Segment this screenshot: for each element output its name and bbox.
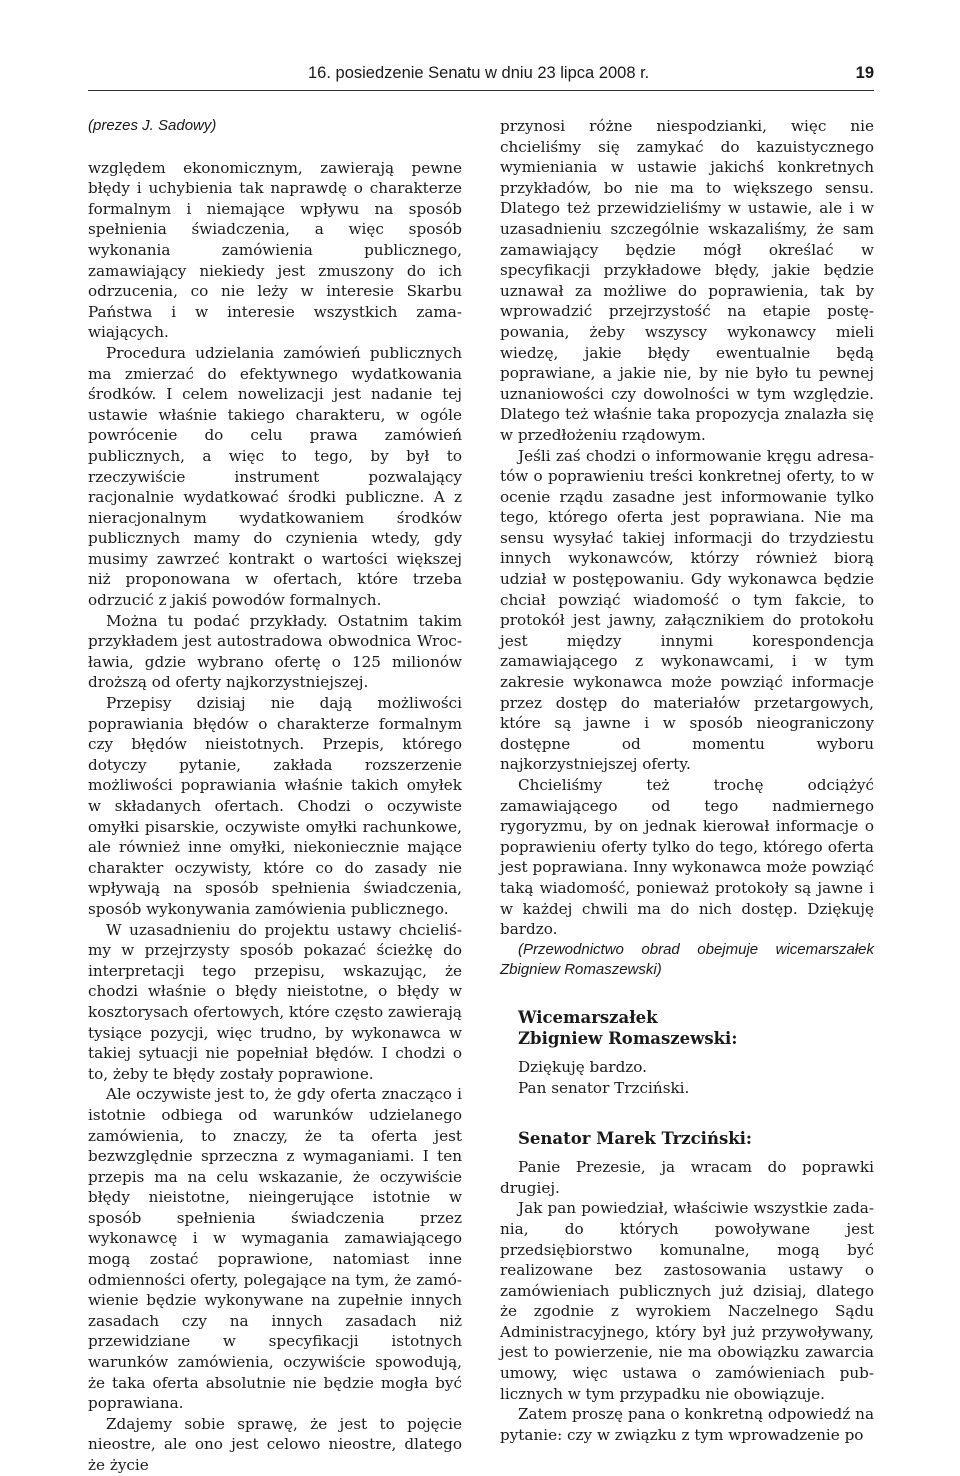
paragraph: względem ekonomicznym, zawierają pewne błędy i uchybienia tak naprawdę o charakterze formalnym i niemające wpływu na sposób spełnienia świadczenia, a więc sposób wykonania zamówienia publicznego, zamawiający niekiedy jest zmuszony do ich odrzucenia, co nie leży w interesie Skarbu Państwa i w interesie wszystkich zamawiających. <box>88 158 462 342</box>
left-column <box>88 116 462 1476</box>
page-number: 19 <box>855 64 874 82</box>
speaker-note: (prezes J. Sadowy) <box>88 117 217 134</box>
paragraph: Zatem proszę pana o konkretną odpowiedź na pytanie: czy w związku z tym wprowadzenie po <box>500 1405 874 1444</box>
stage-direction: (Przewodnictwo obrad obejmuje wicemarszałek Zbigniew Romaszewski) <box>500 940 874 979</box>
speech-line: Pan senator Trzciński. <box>518 1078 690 1097</box>
paragraph: przynosi różne niespodzianki, więc nie chcieliśmy się zamykać do kazuistycznego wymieniania w ustawie jakichś konkretnych przykładów, bo nie ma to większego sensu. Dlatego też przewidzieliśmy w ustawie, ale i w uzasadnieniu szczególnie wskazaliśmy, że sam zamawiający będzie mógł określać w specyfikacji przykładowe błędy, jakie będzie uznawał za możliwe do poprawienia, tak by wprowadzić przejrzystość na etapie postępowania, żeby wszyscy wykonawcy mieli wiedzę, jakie błędy ewentualnie będą poprawiane, a jakie nie, by nie było tu pewnej uznaniowości czy dowolności w tym względzie. Dlatego też właśnie taka propozycja znalazła się w przedłożeniu rządowym. <box>500 117 874 444</box>
speaker-heading-trzcinski <box>518 1128 874 1149</box>
speech-line: Dziękuję bardzo. <box>518 1057 647 1076</box>
paragraph: Można tu podać przykłady. Ostatnim takim przykładem jest autostradowa obwodnica Wrocławia, gdzie wybrano ofertę o 125 milionów droższą od oferty najkorzystniejszej. <box>88 611 462 692</box>
paragraph: Ale oczywiste jest to, że gdy oferta znacząco i istotnie odbiega od warunków udzielanego zamówienia, to znaczy, że ta oferta jest bezwzględnie sprzeczna z wymaganiami. I ten przepis ma na celu wskazanie, że oczywiście błędy nieistotne, nieingerujące istotnie w sposób spełnienia świadczenia przez wykonawcę i w wymagania zamawiającego mogą zostać poprawione, natomiast inne odmienności oferty, polegające na tym, że zamówienie będzie wykonywane na zupełnie innych zasadach czy na innych zasadach niż przewidziane w specyfikacji istotnych warunków zamówienia, oczywiście spowodują, że taka oferta absolutnie nie będzie mogła być poprawiana. <box>88 1085 462 1413</box>
paragraph: Chcieliśmy też trochę odciążyć zamawiającego od tego nadmiernego rygoryzmu, by on jednak kierował informacje o poprawieniu oferty tylko do tego, którego oferta jest poprawiana. Inny wykonawca może powziąć taką wiadomość, ponieważ protokoły są jawne i w każdej chwili ma do nich dostęp. Dziękuję bardzo. <box>500 776 874 939</box>
paragraph: W uzasadnieniu do projektu ustawy chcieliśmy w przejrzysty sposób pokazać ścieżkę do interpretacji tego przepisu, wskazując, że chodzi właśnie o błędy nieistotne, o błędy w kosztorysach ofertowych, które często zawierają tysiące pozycji, więc trudno, by wykonawca w takiej sytuacji nie popełniał błędów. I chodzi o to, żeby te błędy zostały poprawione. <box>88 920 462 1083</box>
paragraph: Jeśli zaś chodzi o informowanie kręgu adresatów o poprawieniu treści konkretnej oferty, to w ocenie rządu zasadne jest informowanie tylko tego, którego oferta jest poprawiana. Nie ma sensu wysyłać takiej informacji do trzydziestu innych wykonawców, którzy również biorą udział w postępowaniu. Gdy wykonawca będzie chciał powziąć wiadomość o tym fakcie, to protokół jest jawny, załącznikiem do protokołu jest między innymi korespondencja zamawiającego z wykonawcami, i w tym zakresie wykonawca może powziąć informacje przez dostęp do materiałów przetargowych, które są jawne i w sposób nieograniczony dostępne od momentu wyboru najkorzystniejszej oferty. <box>500 446 874 774</box>
paragraph: Przepisy dzisiaj nie dają możliwości poprawiania błędów o charakterze formalnym czy błędów nieistotnych. Przepis, którego dotyczy pytanie, zakłada rozszerzenie możliwości poprawiania właśnie takich omyłek w składanych ofertach. Chodzi o oczywiste omyłki pisarskie, oczywiste omyłki rachunkowe, ale również inne omyłki, niekoniecznie mające charakter oczywisty, które co do zasady nie wpływają na sposób spełnienia świadczenia, sposób wykonywania zamówienia publicznego. <box>88 694 462 918</box>
paragraph: Jak pan powiedział, właściwie wszystkie zadania, do których powoływane jest przedsiębiorstwo komunalne, mogą być realizowane bez zastosowania ustawy o zamówieniach publicznych już dzisiaj, dlatego że zgodnie z wyrokiem Naczelnego Sądu Administracyjnego, który był już przywoływany, jest to powierzenie, nie ma obowiązku zawarcia umowy, więc ustawa o zamówieniach publicznych w tym przypadku nie obowiązuje. <box>500 1199 874 1403</box>
paragraph: Procedura udzielania zamówień publicznych ma zmierzać do efektywnego wydatkowania środków. I celem nowelizacji jest nadanie tej ustawie właśnie takiego charakteru, w ogóle powrócenie do celu prawa zamówień publicznych, a więc to tego, by był to rzeczywiście instrument pozwalający racjonalnie wydatkować środki publiczne. A z nieracjonalnym wydatkowaniem środków publicznych mamy do czynienia wtedy, gdy musimy zawrzeć kontrakt o wartości większej niż proponowana w ofertach, które trzeba odrzucić z jakiś powodów formalnych. <box>88 343 462 610</box>
page-header <box>88 64 874 91</box>
right-column <box>500 116 874 1445</box>
paragraph: Zdajemy sobie sprawę, że jest to pojęcie nieostre, ale ono jest celowo nieostre, dlatego że życie <box>88 1414 462 1474</box>
header-title: 16. posiedzenie Senatu w dniu 23 lipca 2008 r. <box>308 64 650 82</box>
speaker-heading-romaszewski <box>518 1007 874 1049</box>
speaker-role: Wicemarszałek <box>518 1007 658 1027</box>
speaker-name: Senator Marek Trzciński: <box>518 1129 753 1149</box>
speaker-name: Zbigniew Romaszewski: <box>518 1028 738 1048</box>
paragraph: Panie Prezesie, ja wracam do poprawki drugiej. <box>500 1158 874 1197</box>
